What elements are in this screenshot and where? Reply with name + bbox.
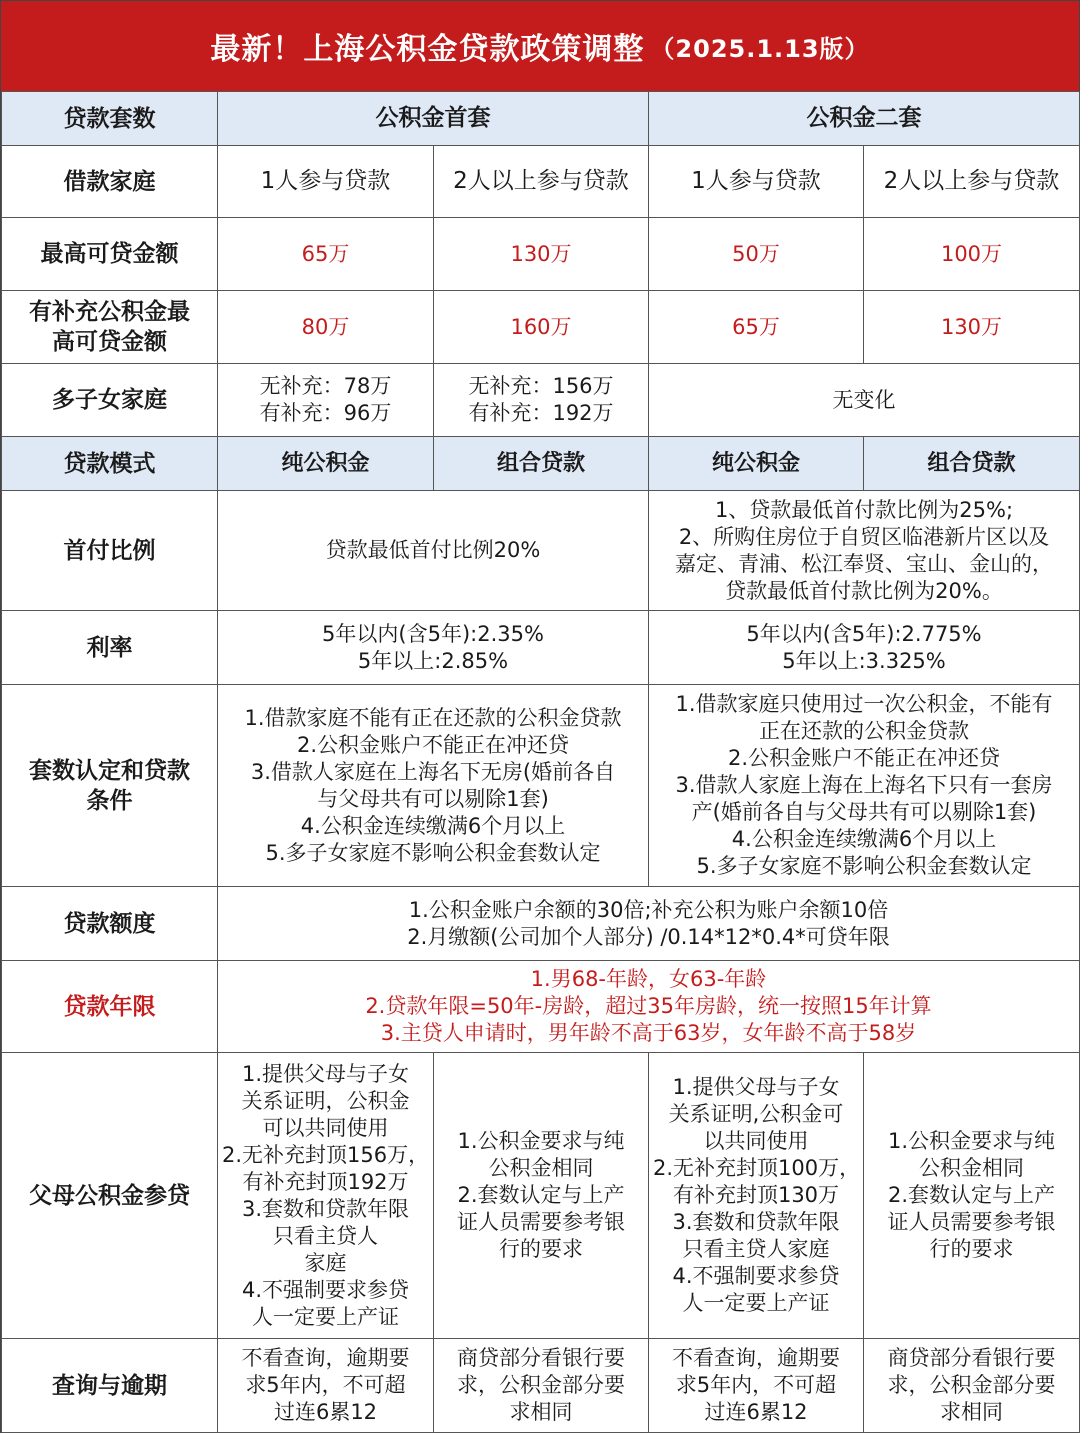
text-line: 求相同 [509,1400,573,1424]
row-label: 父母公积金参贷 [2,1053,218,1339]
text-line: 5.多子女家庭不影响公积金套数认定 [265,840,601,865]
text-line: 证人员需要参考银 [887,1210,1056,1234]
interest-second [649,611,1080,685]
loan-mode-row [2,437,1080,491]
text-line: 求5年内，不可超 [245,1373,406,1397]
text-line: 套数认定和贷款 [29,757,190,784]
text-line: 有补充封顶130万 [672,1183,840,1207]
text-line: 贷款最低首付款比例为20%。 [725,578,1003,603]
text-line: 行的要求 [499,1237,583,1261]
loan-mode-cell: 组合贷款 [864,437,1080,491]
text-line: 人一定要上产证 [252,1304,399,1329]
amount-cell: 130万 [434,218,649,291]
overdue-cell [434,1339,649,1433]
term-row [2,961,1080,1053]
down-payment-second [649,491,1080,611]
page-title [1,1,1079,91]
text-line: 商贷部分看银行要 [887,1346,1056,1370]
text-line: 1.提供父母与子女 [672,1075,840,1099]
text-line: 4.不强制要求参贷 [672,1264,840,1288]
parents-cell [434,1053,649,1339]
text-line: 条件 [86,787,133,814]
overdue-cell [649,1339,864,1433]
loan-mode-cell: 组合贷款 [434,437,649,491]
text-line: 家庭 [304,1250,347,1275]
amount-cell: 160万 [434,291,649,364]
text-line: 产(婚前各自与父母共有可以剔除1套) [691,800,1037,824]
text-line: 公积金相同 [488,1156,594,1180]
row-label [2,685,218,887]
down-payment-row [2,491,1080,611]
text-line: 有补充封顶192万 [242,1169,409,1194]
text-line: 人一定要上产证 [682,1291,830,1315]
header-row [2,92,1080,146]
text-line: 1.公积金要求与纯 [887,1129,1056,1153]
overdue-cell [864,1339,1080,1433]
text-line: 不看查询，逾期要 [672,1346,840,1370]
text-line: 有补充：96万 [259,401,392,425]
family-cell: 1人参与贷款 [649,146,864,218]
row-label: 贷款模式 [2,437,218,491]
interest-first [218,611,649,685]
text-line: 2.贷款年限=50年-房龄，超过35年房龄，统一按照15年计算 [365,994,932,1018]
text-line: 5.多子女家庭不影响公积金套数认定 [696,854,1032,878]
down-payment-first: 贷款最低首付比例20% [218,491,649,611]
text-line: 求5年内，不可超 [675,1373,837,1397]
text-line: 5年以内(含5年):2.35% [322,621,544,646]
parents-cell [864,1053,1080,1339]
family-cell: 1人参与贷款 [218,146,434,218]
text-line: 1.借款家庭不能有正在还款的公积金贷款 [244,705,622,730]
text-line: 求，公积金部分要 [457,1373,625,1397]
row-label: 多子女家庭 [2,364,218,437]
text-line: 2.月缴额(公司加个人部分) /0.14*12*0.4*可贷年限 [407,924,890,949]
policy-table [1,91,1080,1433]
amount-cell: 65万 [649,291,864,364]
text-line: 2.无补充封顶156万， [222,1142,430,1167]
text-line: 公积金相同 [919,1156,1024,1180]
text-line: 1.提供父母与子女 [241,1061,410,1086]
text-line: 3.主贷人申请时，男年龄不高于63岁，女年龄不高于58岁 [380,1021,917,1045]
text-line: 4.不强制要求参贷 [241,1277,410,1302]
overdue-row [2,1339,1080,1433]
text-line: 求相同 [940,1400,1003,1424]
text-line: 证人员需要参考银 [457,1210,625,1234]
loan-mode-cell: 纯公积金 [649,437,864,491]
conditions-row [2,685,1080,887]
overdue-cell [218,1339,434,1433]
text-line: 以共同使用 [703,1129,809,1153]
text-line: 可以共同使用 [262,1115,389,1140]
conditions-first [218,685,649,887]
multi-child-row [2,364,1080,437]
text-line: 无补充：156万 [468,374,614,398]
text-line: 行的要求 [929,1237,1014,1261]
text-line: 3.套数和贷款年限 [241,1196,410,1221]
text-line: 正在还款的公积金贷款 [759,719,969,743]
text-line: 4.公积金连续缴满6个月以上 [300,813,566,838]
amount-cell: 130万 [864,291,1080,364]
text-line: 2.套数认定与上产 [887,1183,1056,1207]
text-line: 与父母共有可以剔除1套) [317,786,549,811]
text-line: 5年以上:2.85% [357,648,509,673]
text-line: 不看查询，逾期要 [241,1346,410,1370]
row-label: 贷款年限 [2,961,218,1053]
row-label: 查询与逾期 [2,1339,218,1433]
text-line: 求，公积金部分要 [887,1373,1056,1397]
amount-cell: 80万 [218,291,434,364]
term-cell [218,961,1080,1053]
text-line: 只看主贷人家庭 [682,1237,830,1261]
loan-mode-cell: 纯公积金 [218,437,434,491]
text-line: 只看主贷人 [273,1223,378,1248]
supplementary-row [2,291,1080,364]
text-line: 关系证明，公积金 [241,1088,410,1113]
text-line: 3.套数和贷款年限 [672,1210,840,1234]
family-cell: 2人以上参与贷款 [434,146,649,218]
text-line: 5年以上:3.325% [782,648,946,673]
text-line: 2.公积金账户不能正在冲还贷 [296,732,570,757]
text-line: 2.无补充封顶100万， [653,1156,861,1180]
text-line: 2.公积金账户不能正在冲还贷 [727,746,1001,770]
amount-cell: 100万 [864,218,1080,291]
text-line: 1.借款家庭只使用过一次公积金，不能有 [675,692,1053,716]
family-row [2,146,1080,218]
header-label: 贷款套数 [2,92,218,146]
amount-cell: 50万 [649,218,864,291]
text-line: 高可贷金额 [52,329,167,355]
text-line: 5年以内(含5年):2.775% [746,621,982,646]
text-line: 有补充：192万 [468,401,614,425]
text-line: 4.公积金连续缴满6个月以上 [731,827,997,851]
row-label: 借款家庭 [2,146,218,218]
text-line: 2、所购住房位于自贸区临港新片区以及 [678,524,1050,549]
interest-row [2,611,1080,685]
row-label: 利率 [2,611,218,685]
row-label [2,291,218,364]
header-first-set: 公积金首套 [218,92,649,146]
text-line: 1.男68-年龄，女63-年龄 [530,967,767,991]
parents-cell [649,1053,864,1339]
text-line: 嘉定、青浦、松江奉贤、宝山、金山的， [675,551,1053,576]
multi-child-second: 无变化 [649,364,1080,437]
text-line: 3.借款人家庭上海在上海名下只有一套房 [675,773,1053,797]
text-line: 无补充：78万 [259,374,392,398]
max-amount-row [2,218,1080,291]
header-second-set: 公积金二套 [649,92,1080,146]
parents-cell [218,1053,434,1339]
amount-cell: 65万 [218,218,434,291]
multi-child-cell [218,364,434,437]
text-line: 2.套数认定与上产 [457,1183,625,1207]
quota-row [2,887,1080,961]
text-line: 过连6累12 [273,1400,378,1424]
quota-cell [218,887,1080,961]
text-line: 过连6累12 [704,1400,808,1424]
family-cell: 2人以上参与贷款 [864,146,1080,218]
row-label: 贷款额度 [2,887,218,961]
conditions-second [649,685,1080,887]
text-line: 有补充公积金最 [29,299,190,325]
multi-child-cell [434,364,649,437]
row-label: 首付比例 [2,491,218,611]
title-version: （2025.1.13版） [650,34,870,63]
parents-row [2,1053,1080,1339]
title-main: 最新！上海公积金贷款政策调整 [210,32,645,67]
text-line: 1.公积金要求与纯 [457,1129,625,1153]
text-line: 1.公积金账户余额的30倍;补充公积为账户余额10倍 [408,897,889,922]
text-line: 关系证明,公积金可 [668,1102,844,1126]
text-line: 1、贷款最低首付款比例为25%; [714,497,1014,522]
text-line: 商贷部分看银行要 [457,1346,625,1370]
row-label: 最高可贷金额 [2,218,218,291]
text-line: 3.借款人家庭在上海名下无房(婚前各自 [250,759,616,784]
